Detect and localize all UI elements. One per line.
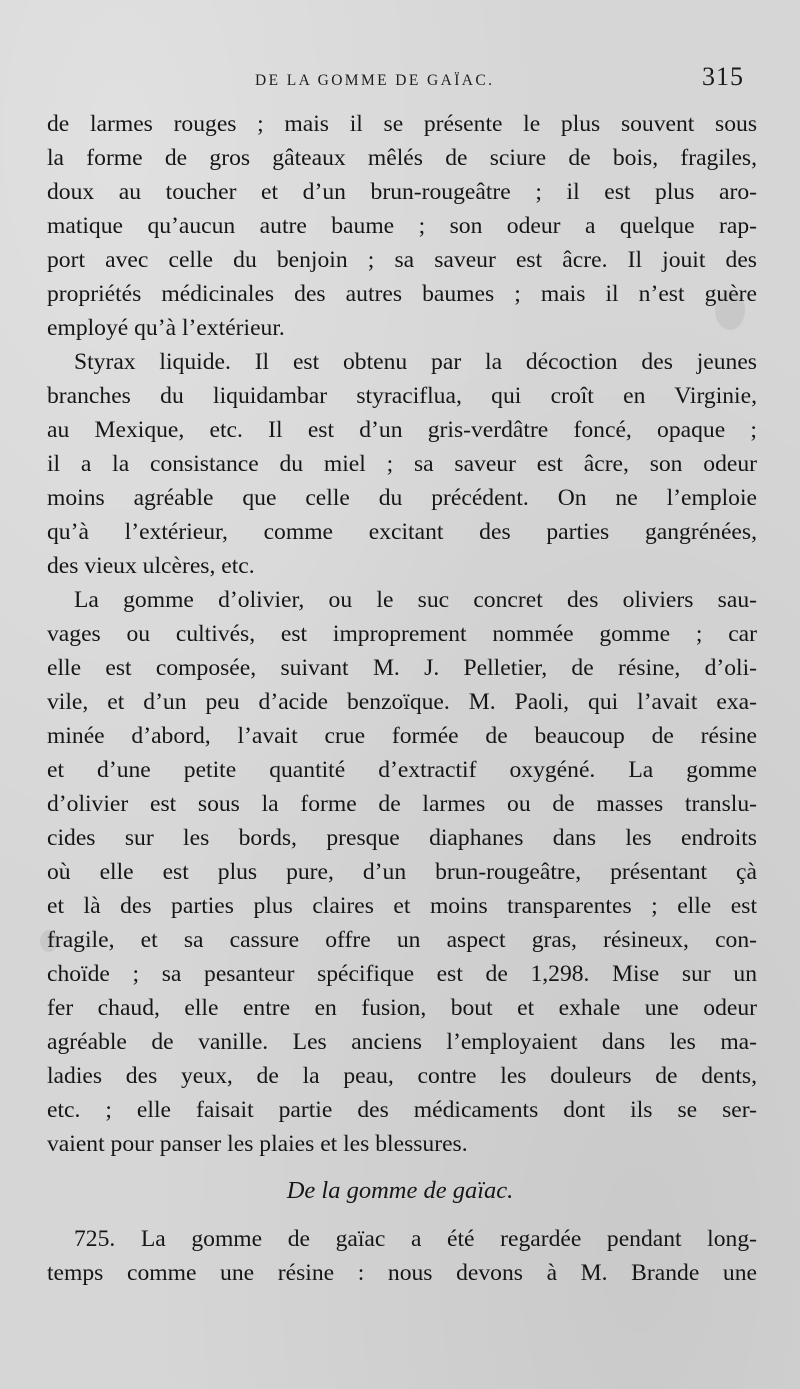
text-line: minée d’abord, l’avait crue formée de beaucoup de résine xyxy=(47,723,757,749)
text-line: fragile, et sa cassure offre un aspect gras, résineux, con- xyxy=(47,927,757,953)
text-line: employé qu’à l’extérieur. xyxy=(47,315,285,341)
text-line: vaient pour panser les plaies et les blessures. xyxy=(47,1131,468,1157)
text-line: il a la consistance du miel ; sa saveur est âcre, son odeur xyxy=(47,451,757,477)
text-line: qu’à l’extérieur, comme excitant des parties gangrénées, xyxy=(47,519,757,545)
text-line: propriétés médicinales des autres baumes ; mais il n’est guère xyxy=(47,281,757,307)
text-line: vages ou cultivés, est improprement nommée gomme ; car xyxy=(47,621,757,647)
running-head: DE LA GOMME DE GAÏAC. xyxy=(255,72,495,89)
text-line: et là des parties plus claires et moins transparentes ; elle est xyxy=(47,893,757,919)
text-line: d’olivier est sous la forme de larmes ou de masses translu- xyxy=(47,791,757,817)
text-line: temps comme une résine : nous devons à M. Brande une xyxy=(47,1260,757,1286)
text-line: matique qu’aucun autre baume ; son odeur a quelque rap- xyxy=(47,213,757,239)
text-line: et d’une petite quantité d’extractif oxygéné. La gomme xyxy=(47,757,757,783)
text-line: doux au toucher et d’un brun-rougeâtre ; il est plus aro- xyxy=(47,179,757,205)
text-line: cides sur les bords, presque diaphanes dans les endroits xyxy=(47,825,757,851)
text-line: fer chaud, elle entre en fusion, bout et exhale une odeur xyxy=(47,995,757,1021)
text-line: port avec celle du benjoin ; sa saveur est âcre. Il jouit des xyxy=(47,247,757,273)
text-line: elle est composée, suivant M. J. Pelletier, de résine, d’oli- xyxy=(47,655,757,681)
text-line: où elle est plus pure, d’un brun-rougeâtre, présentant çà xyxy=(47,859,757,885)
section-heading: De la gomme de gaïac. xyxy=(286,1177,514,1204)
paragraph-start-line: 725. La gomme de gaïac a été regardée pendant long- xyxy=(74,1226,757,1252)
paragraph-start-line: La gomme d’olivier, ou le suc concret des oliviers sau- xyxy=(74,587,757,613)
page-header xyxy=(0,62,800,102)
text-line: moins agréable que celle du précédent. On ne l’emploie xyxy=(47,485,757,511)
text-line: vile, et d’un peu d’acide benzoïque. M. Paoli, qui l’avait exa- xyxy=(47,689,757,715)
page-number: 315 xyxy=(702,62,744,91)
text-line: etc. ; elle faisait partie des médicaments dont ils se ser- xyxy=(47,1097,757,1123)
text-line: choïde ; sa pesanteur spécifique est de 1,298. Mise sur un xyxy=(47,961,757,987)
text-line: des vieux ulcères, etc. xyxy=(47,553,255,579)
text-line: de larmes rouges ; mais il se présente le plus souvent sous xyxy=(47,111,757,137)
paragraph-start-line: Styrax liquide. Il est obtenu par la décoction des jeunes xyxy=(74,349,757,375)
text-line: ladies des yeux, de la peau, contre les douleurs de dents, xyxy=(47,1063,757,1089)
text-line: au Mexique, etc. Il est d’un gris-verdâtre foncé, opaque ; xyxy=(47,417,757,443)
text-line: la forme de gros gâteaux mêlés de sciure de bois, fragiles, xyxy=(47,145,757,171)
text-line: branches du liquidambar styraciflua, qui croît en Virginie, xyxy=(47,383,757,409)
text-line: agréable de vanille. Les anciens l’employaient dans les ma- xyxy=(47,1029,757,1055)
